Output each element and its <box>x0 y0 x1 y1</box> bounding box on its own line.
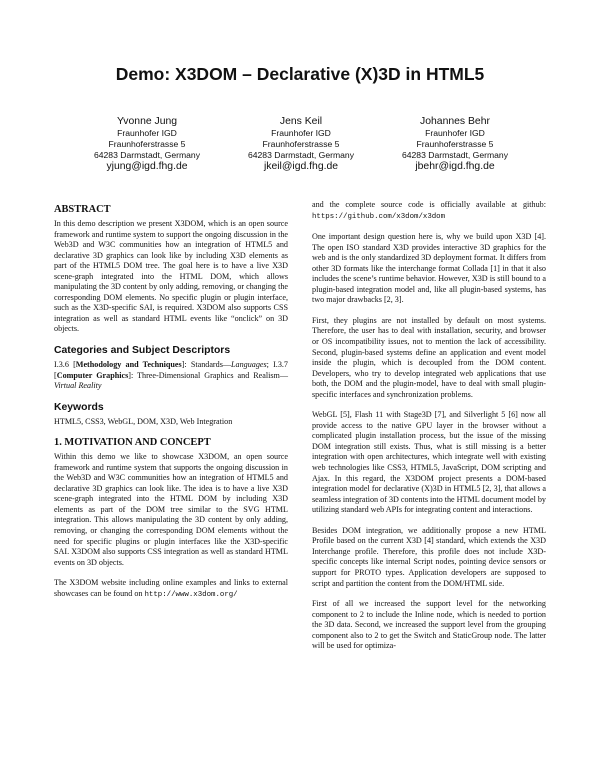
right-paragraph-1 <box>312 200 546 222</box>
author-street: Fraunhoferstrasse 5 <box>108 138 186 149</box>
author-city: 64283 Darmstadt, Germany <box>247 149 355 160</box>
website-link[interactable]: http://www.x3dom.org/ <box>144 590 238 599</box>
category-code: I.3.6 [ <box>54 360 76 370</box>
author-block <box>72 115 530 173</box>
right-paragraph-5: Besides DOM integration, we additionally propose a new HTML Profile based on the current X3D [4] standard, which extends the X3D Interchange profile. Therefore, this profile does not include X3D-specific concepts like internal Script nodes, pointing device sensors or support for PROTO types. Application developers are supposed to script and partition the content from the DOM/HTML side. <box>312 525 546 588</box>
section-1-paragraph-2 <box>54 578 288 600</box>
author-email: jkeil@igd.fhg.de <box>263 161 339 173</box>
paper-title: Demo: X3DOM – Declarative (X)3D in HTML5 <box>115 64 485 84</box>
section-1-heading: 1. MOTIVATION AND CONCEPT <box>54 437 211 449</box>
author-1 <box>72 115 222 173</box>
author-affiliation: Fraunhofer IGD <box>271 128 331 138</box>
author-2 <box>226 115 376 173</box>
author-email: jbehr@igd.fhg.de <box>415 161 495 173</box>
paragraph-text: and the complete source code is officially available at github: <box>312 200 546 209</box>
paragraph-text: The X3DOM website including online examples and links to external showcases can be found on <box>54 578 288 598</box>
category-rest: ]: Standards— <box>181 360 231 370</box>
category-italic: Languages <box>230 360 267 370</box>
categories-text <box>54 360 288 392</box>
author-city: 64283 Darmstadt, Germany <box>93 149 201 160</box>
right-column <box>312 200 546 662</box>
category-italic: Virtual Reality <box>54 381 102 391</box>
left-column <box>54 204 288 610</box>
author-affiliation: Fraunhofer IGD <box>117 128 177 138</box>
category-code: ; I.3.7 [ <box>54 360 288 380</box>
abstract-text: In this demo description we present X3DOM, which is an open source framework and runtime system to support the ongoing discussion in the Web3D and W3C communities how an integration of HTML5 and declarative 3D graphics can look like by including X3D elements as part of the HTML5 DOM tree. The goal here is to have a live X3D scene-graph integrated into the HTML DOM, which allows manipulating the 3D content by only adding, removing, or changing the corresponding DOM elements. No specific plugin or plugin interface, such as the X3D-specific SAI, is required. X3DOM also supports CSS integration as well as standard HTML events like “onclick” on 3D objects. <box>54 219 288 334</box>
keywords-heading: Keywords <box>54 401 104 413</box>
author-name: Jens Keil <box>279 116 323 127</box>
category-rest: ]: Three-Dimensional Graphics and Realism— <box>128 370 288 380</box>
author-email: yjung@igd.fhg.de <box>106 161 188 173</box>
right-paragraph-2: One important design question here is, why we build upon X3D [4]. The open ISO standard X3D provides interactive 3D graphics for the web and is the only standardized 3D deployment format. It differs from other 3D formats like the interchange format Collada [1] in that it also includes the scene’s runtime behavior. However, X3D is still bound to a plugin-based integration model and, like all plugin-based systems, has two major drawbacks [2, 3]. <box>312 232 546 305</box>
category-bold: Computer Graphics <box>56 370 129 380</box>
section-1-paragraph-1: Within this demo we like to showcase X3DOM, an open source framework and runtime system that supports the ongoing discussion in the Web3D and W3C communities how an integration of HTML5 and declarative 3D graphics can look like. The idea is to have a live X3D scene-graph integrated into the HTML DOM by including X3D elements as part of the DOM tree similar to the SVG HTML integration. This allows manipulating the 3D content by only adding, removing, or changing the corresponding DOM elements without the need for specific plugins or plugin interfaces like the X3D-specific SAI. X3DOM also supports CSS integration as well as standard HTML events on 3D objects. <box>54 452 288 567</box>
author-city: 64283 Darmstadt, Germany <box>401 149 509 160</box>
author-name: Johannes Behr <box>420 116 490 127</box>
author-3 <box>380 115 530 173</box>
right-paragraph-6: First of all we increased the support level for the networking component to 2 to include the Inline node, which is needed to portion the 3D data. Second, we increased the support level from the grouping component also to 2 to get the Switch and StaticGroup node. The latter will be used for optimiza- <box>312 599 546 651</box>
github-link[interactable]: https://github.com/x3dom/x3dom <box>312 212 446 221</box>
keywords-text: HTML5, CSS3, WebGL, DOM, X3D, Web Integration <box>54 416 233 426</box>
author-street: Fraunhoferstrasse 5 <box>416 138 494 149</box>
author-name: Yvonne Jung <box>116 116 178 127</box>
categories-heading: Categories and Subject Descriptors <box>54 345 231 357</box>
author-street: Fraunhoferstrasse 5 <box>262 138 340 149</box>
right-paragraph-3: First, they plugins are not installed by default on most systems. Therefore, the user has to deal with installation, security, and browser or OS incompatibility issues, not to mention the lack of accessibility. Second, plugin-based systems define an application and event model inside the plugin, which is decoupled from the DOM content. Developers, who try to develop integrated web applications that use both, the DOM and the plugin-model, have to deal with small plugin-specific interfaces and synchronization problems. <box>312 315 546 399</box>
abstract-heading: ABSTRACT <box>54 204 111 215</box>
category-bold: Methodology and Techniques <box>75 360 182 370</box>
right-paragraph-4: WebGL [5], Flash 11 with Stage3D [7], and Silverlight 5 [6] now all provide access to the native GPU layer in the browser without a complicated plugin installation process, but the issue of the missing DOM integration still exists. Thus, what is still missing is a better integration with open architectures, which integrate well with existing web technologies like CSS3, HTML5, JavaScript, DOM scripting and Ajax. In this regard, the X3DOM project presents a DOM-based integration model for declarative (X)3D in HTML5 [2, 3], that allows a seamless integration of 3D contents into the HTML document model by utilizing standard web APIs for integrating content and interactions. <box>312 410 546 515</box>
author-affiliation: Fraunhofer IGD <box>425 128 485 138</box>
